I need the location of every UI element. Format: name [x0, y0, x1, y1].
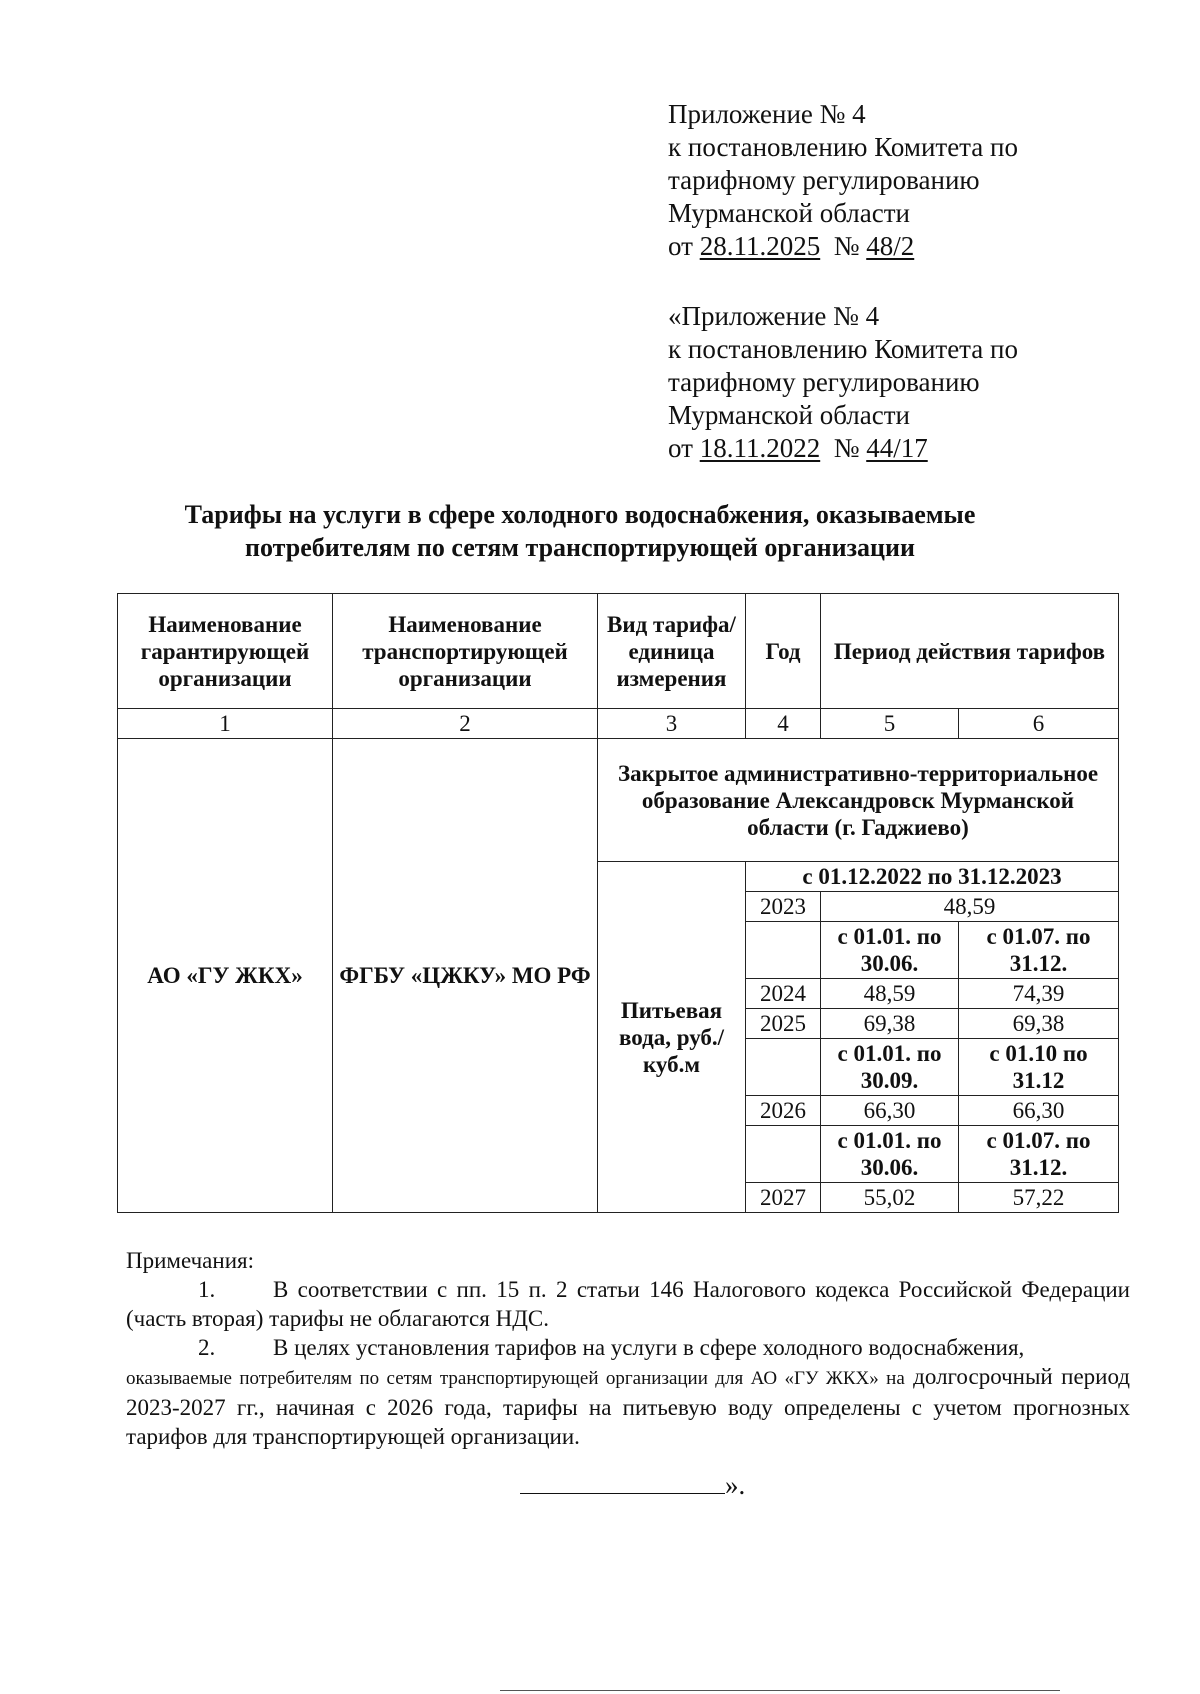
cell-year-2026: 2026 [746, 1096, 821, 1126]
title-line2: потребителям по сетям транспортирующей организации [245, 533, 915, 562]
cell-subperiod-1b: с 01.07. по 31.12. [959, 922, 1119, 979]
cell-transport-org: ФГБУ «ЦЖКУ» МО РФ [333, 739, 598, 1213]
appendix-current-block [668, 98, 1018, 263]
appendix-current-number-prefix: № [833, 231, 860, 261]
cell-subperiod-3b: с 01.07. по 31.12. [959, 1126, 1119, 1183]
cell-value-2025-b: 69,38 [959, 1009, 1119, 1039]
header-transport-org: Наименование транспортирующей организации [333, 594, 598, 709]
appendix-current-line1: Приложение № 4 [668, 99, 866, 129]
note-1-number: 1. [198, 1277, 216, 1302]
cell-value-2023: 48,59 [821, 892, 1119, 922]
cell-period-range: с 01.12.2022 по 31.12.2023 [746, 862, 1119, 892]
closing-line [520, 1470, 745, 1501]
note-2-number: 2. [198, 1335, 216, 1360]
bottom-divider [500, 1690, 1060, 1691]
cell-tariff-type: Питьевая вода, руб./куб.м [598, 862, 746, 1213]
cell-subperiod-1a: с 01.01. по 30.06. [821, 922, 959, 979]
cell-value-2026-b: 66,30 [959, 1096, 1119, 1126]
column-number-row [118, 709, 1119, 739]
cell-guarantee-org: АО «ГУ ЖКХ» [118, 739, 333, 1213]
appendix-original-date-prefix: от [668, 433, 693, 463]
cell-empty-year [746, 1126, 821, 1183]
cell-value-2024-a: 48,59 [821, 979, 959, 1009]
column-number-1: 1 [118, 709, 333, 739]
cell-year-2023: 2023 [746, 892, 821, 922]
closing-quote: ». [725, 1470, 746, 1500]
appendix-original-date-line [668, 432, 1018, 465]
cell-value-2026-a: 66,30 [821, 1096, 959, 1126]
appendix-original-line2: к постановлению Комитета по [668, 334, 1018, 364]
appendix-original-block [668, 300, 1018, 465]
column-number-3: 3 [598, 709, 746, 739]
cell-subperiod-2a: с 01.01. по 30.09. [821, 1039, 959, 1096]
note-item-2-continued [126, 1362, 1130, 1451]
document-title [120, 498, 1040, 564]
column-number-5: 5 [821, 709, 959, 739]
cell-region: Закрытое административно-территориальное образование Александровск Мурманской области (г. Гаджиево) [598, 739, 1119, 862]
appendix-original-number-prefix: № [833, 433, 860, 463]
note-item-1 [126, 1275, 1130, 1333]
cell-value-2025-a: 69,38 [821, 1009, 959, 1039]
cell-subperiod-3a: с 01.01. по 30.06. [821, 1126, 959, 1183]
cell-year-2024: 2024 [746, 979, 821, 1009]
cell-value-2027-b: 57,22 [959, 1183, 1119, 1213]
column-number-4: 4 [746, 709, 821, 739]
appendix-current-line2: к постановлению Комитета по [668, 132, 1018, 162]
title-line1: Тарифы на услуги в сфере холодного водоснабжения, оказываемые [184, 500, 976, 529]
cell-empty-year [746, 922, 821, 979]
appendix-current-line3: тарифному регулированию [668, 165, 980, 195]
table-row-region [118, 739, 1119, 862]
header-year: Год [746, 594, 821, 709]
note-2-text-rest: долгосрочный период 2023-2027 гг., начиная с 2026 года, тарифы на питьевую воду определены с учетом прогнозных тарифов для транспортирующей организации. [126, 1364, 1131, 1449]
appendix-original-date: 18.11.2022 [699, 433, 821, 463]
appendix-current-date: 28.11.2025 [699, 231, 821, 261]
appendix-current-date-prefix: от [668, 231, 693, 261]
cell-empty-year [746, 1039, 821, 1096]
appendix-original-number: 44/17 [866, 433, 928, 463]
note-item-2 [126, 1333, 1130, 1362]
appendix-current-line4: Мурманской области [668, 198, 910, 228]
appendix-current-number: 48/2 [866, 231, 915, 261]
column-number-2: 2 [333, 709, 598, 739]
header-tariff-type: Вид тарифа/ единица измерения [598, 594, 746, 709]
header-guarantee-org: Наименование гарантирующей организации [118, 594, 333, 709]
note-2-text-line2: оказываемые потребителям по сетям транспортирующей организации для АО «ГУ ЖКХ» на [126, 1368, 905, 1389]
tariff-table [117, 593, 1119, 1213]
cell-year-2025: 2025 [746, 1009, 821, 1039]
table-header-row [118, 594, 1119, 709]
cell-value-2027-a: 55,02 [821, 1183, 959, 1213]
appendix-original-line3: тарифному регулированию [668, 367, 980, 397]
appendix-original-line4: Мурманской области [668, 400, 910, 430]
appendix-current-date-line [668, 230, 1018, 263]
header-period: Период действия тарифов [821, 594, 1119, 709]
appendix-original-line1: «Приложение № 4 [668, 301, 880, 331]
cell-year-2027: 2027 [746, 1183, 821, 1213]
note-1-text: В соответствии с пп. 15 п. 2 статьи 146 Налогового кодекса Российской Федерации (часть вторая) тарифы не облагаются НДС. [126, 1277, 1130, 1331]
closing-blank-line [520, 1493, 725, 1494]
cell-subperiod-2b: с 01.10 по 31.12 [959, 1039, 1119, 1096]
notes-heading: Примечания: [126, 1248, 254, 1273]
notes-section [126, 1246, 1130, 1451]
note-2-text-line1: В целях установления тарифов на услуги в сфере холодного водоснабжения, [273, 1335, 1025, 1360]
column-number-6: 6 [959, 709, 1119, 739]
cell-value-2024-b: 74,39 [959, 979, 1119, 1009]
